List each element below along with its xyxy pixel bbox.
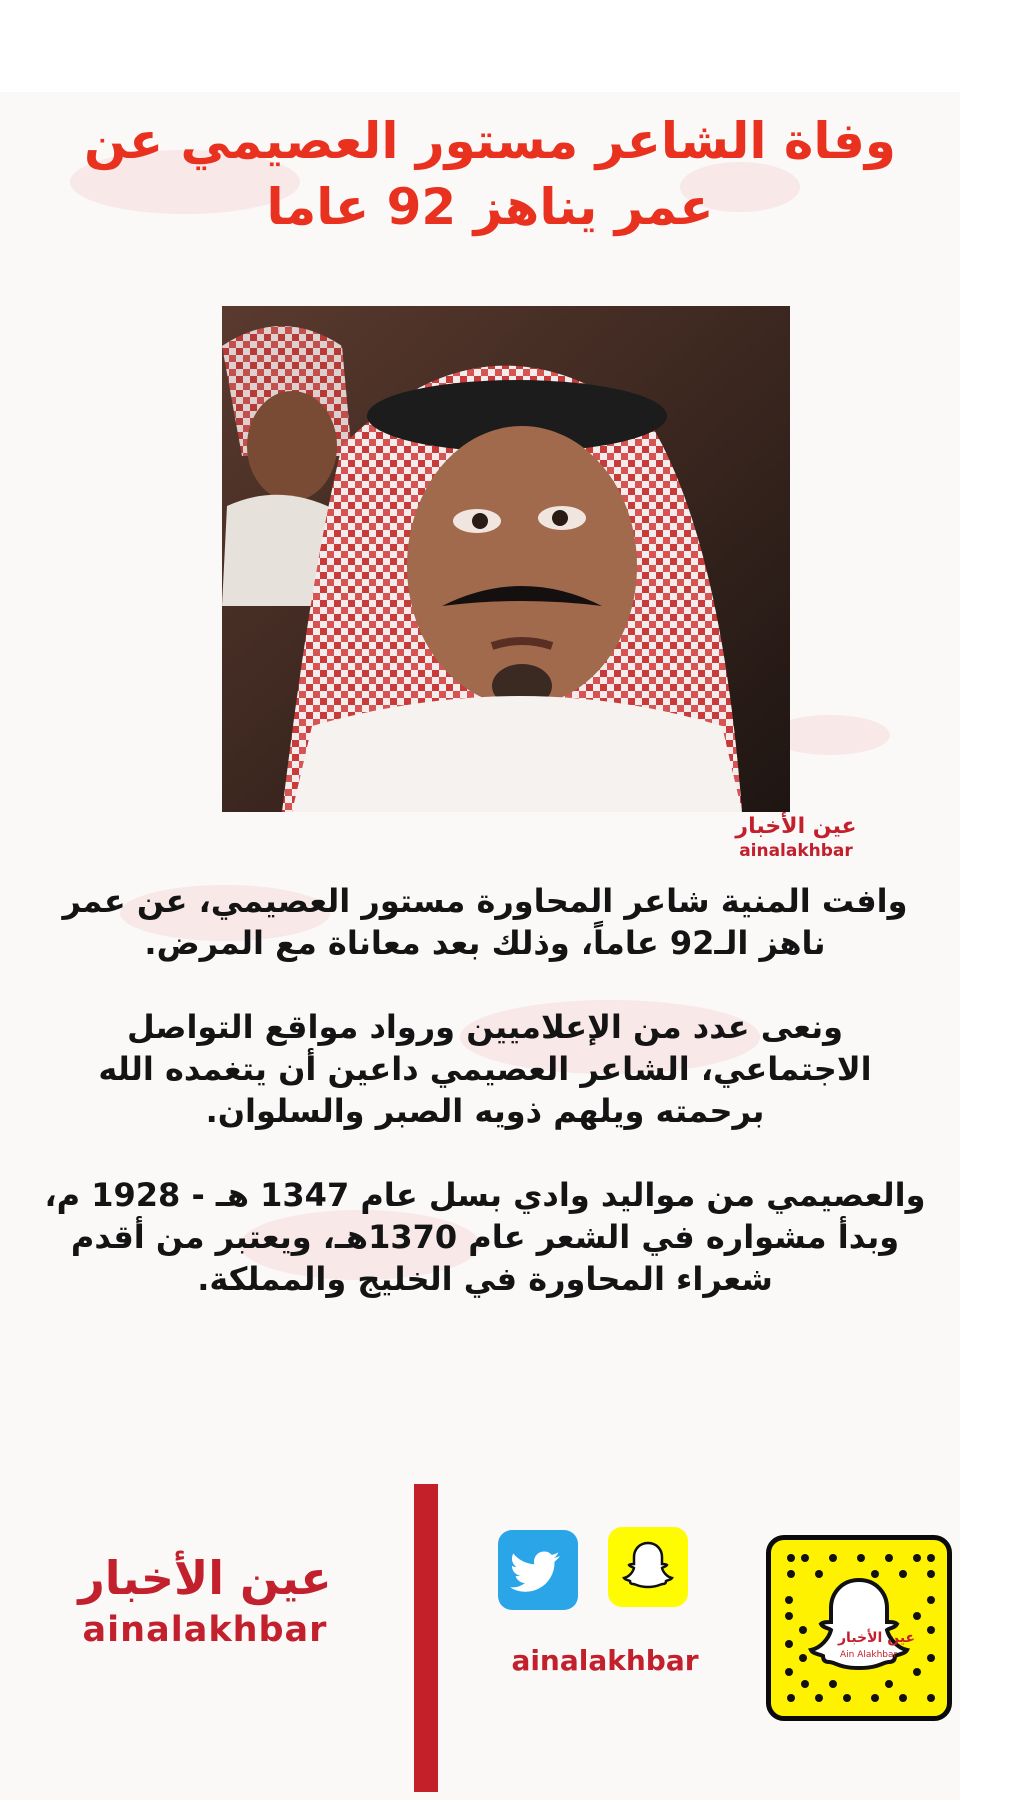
snapcode-icon	[766, 1535, 952, 1721]
brand-logo-latin: ainalakhbar	[82, 1610, 328, 1650]
article-paragraph-2: ونعى عدد من الإعلاميين ورواد مواقع التواصل الاجتماعي، الشاعر العصيمي داعين أن يتغمده الله برحمته ويلهم ذويه الصبر والسلوان.	[98, 1008, 872, 1130]
headline-line-2: عمر يناهز 92 عاما	[266, 178, 714, 236]
snapcode-arabic-label: عين الأخبار	[838, 1630, 916, 1646]
article-paragraph-1: وافت المنية شاعر المحاورة مستور العصيمي، عن عمر ناهز الـ92 عاماً، وذلك بعد معاناة مع المرض.	[62, 882, 908, 962]
portrait-illustration	[222, 306, 790, 812]
brand-logo	[40, 1548, 370, 1668]
watermark-latin: ainalakhbar	[739, 841, 853, 861]
portrait-photo	[222, 306, 790, 812]
footer-divider	[414, 1484, 438, 1792]
snapcode-latin-label: Ain Alakhbar	[840, 1650, 898, 1660]
brand-logo-arabic: عين الأخبار	[78, 1551, 332, 1605]
snapchat-icon[interactable]	[608, 1527, 688, 1607]
social-handle: ainalakhbar	[511, 1644, 699, 1677]
watermark-logo	[726, 814, 866, 870]
headline-line-1: وفاة الشاعر مستور العصيمي عن	[83, 112, 896, 170]
snapchat-ghost-icon	[608, 1527, 688, 1607]
twitter-icon[interactable]	[498, 1530, 578, 1610]
twitter-bird-icon	[498, 1530, 578, 1610]
watermark-arabic: عين الأخبار	[735, 814, 857, 839]
article-body	[40, 880, 930, 1342]
article-paragraph-3: والعصيمي من مواليد وادي بسل عام 1347 هـ - 1928 م، وبدأ مشواره في الشعر عام 1370هـ، ويعتبر من أقدم شعراء المحاورة في الخليج والمملكة.	[44, 1176, 926, 1298]
snapcode-pattern	[771, 1540, 947, 1716]
headline	[30, 108, 950, 240]
